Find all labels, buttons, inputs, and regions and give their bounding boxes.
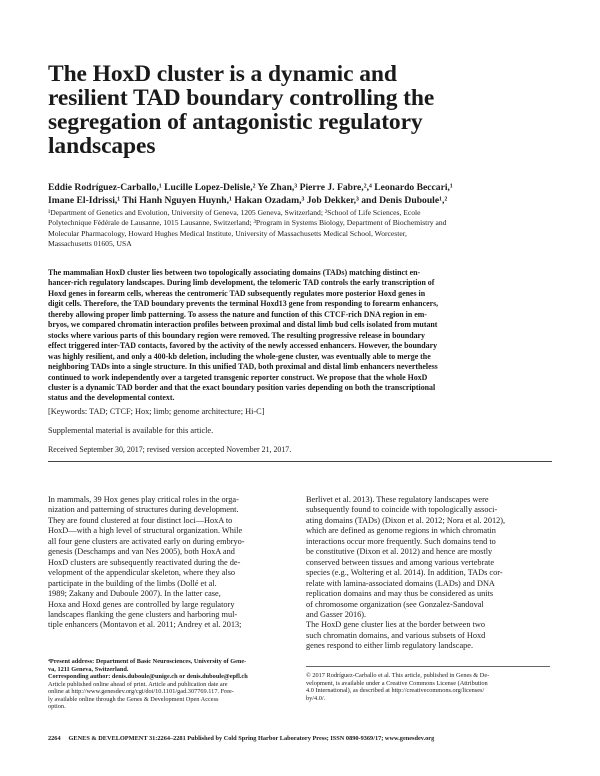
abstract-line: thereby allowing proper limb patterning. To assess the nature and function of this CTCF-rich DNA region in em- [48,309,427,319]
publication-note-line: Article published online ahead of print. Article and publication date are [48,680,228,688]
body-line: genesis (Deschamps and van Nes 2005), both HoxA and [48,547,235,557]
body-line: ating domains (TADs) (Dixon et al. 2012; Nora et al. 2012), [306,515,506,525]
abstract-line: hancer-rich regulatory landscapes. During limb development, the telomeric TAD controls the early transcription of [48,278,435,288]
keywords: [Keywords: TAD; CTCF; Hox; limb; genome architecture; Hi-C] [48,407,265,416]
author-line: Eddie Rodríguez-Carballo,¹ Lucille Lopez-Delisle,² Ye Zhan,³ Pierre J. Fabre,²,⁴ Leonardo Beccari,¹ [48,182,453,193]
body-line: participate in the building of the limbs (Dollé et al. [48,578,217,588]
journal-info: GENES & DEVELOPMENT 31:2264–2281 Published by Cold Spring Harbor Laboratory Press; ISSN 0890-9369/17; www.genesdev.org [68,735,435,742]
body-line: 1989; Zakany and Duboule 2007). In the latter case, [48,589,221,599]
license-link-line[interactable]: 4.0 International), as described at http://creativecommons.org/licenses/ [306,687,485,695]
body-line: tiple enhancers (Montavon et al. 2011; Andrey et al. 2013; [48,620,242,630]
abstract-line: was highly resilient, and only a 400-kb deletion, including the whole-gene cluster, was eventually able to merge the [48,351,431,361]
abstract-line: Hoxd genes in forearm cells, whereas the centromeric TAD subsequently regulates more posterior Hoxd genes in [48,288,426,298]
body-line: such chromatin domains, and various subsets of Hoxd [306,630,486,640]
body-line: Berlivet et al. 2013). These regulatory landscapes were [306,495,489,504]
body-line: of chromosome organization (see Gonzalez-Sandoval [306,599,484,609]
body-line: landscapes flanking the gene clusters and harboring mul- [48,609,238,619]
body-line: conserved between tissues and among various vertebrate [306,557,494,567]
section-divider [48,461,552,462]
affiliation-line: ¹Department of Genetics and Evolution, University of Geneva, 1205 Geneva, Switzerland; ²School of Life Sciences, Ecole [48,208,421,217]
publication-note-line: ly available online through the Genes & Development Open Access [48,695,219,703]
publication-note-line: option. [48,703,66,711]
abstract-line: The mammalian HoxD cluster lies between two topologically associating domains (TADs) matching distinct en- [48,268,421,277]
article-title [48,62,508,158]
body-line: In mammals, 39 Hox genes play critical roles in the orga- [48,495,239,504]
title-line: landscapes [48,133,156,159]
page-footer [48,735,554,743]
copyright-notice [306,672,556,702]
body-line: and Gasser 2016). [306,609,367,619]
title-line: The HoxD cluster is a dynamic and [48,61,397,87]
abstract-line: cluster is a dynamic TAD border and that the exact boundary position varies depending on both the transcriptional [48,382,436,392]
author-line: Imane El-Idrissi,¹ Thi Hanh Nguyen Huynh,¹ Hakan Ozadam,³ Job Dekker,³ and Denis Duboule¹,² [48,195,448,206]
abstract-line: effect triggered inter-TAD contacts, favored by the activity of the newly accessed enhancers. However, the boundary [48,341,438,351]
page-number: 2264 [48,735,61,742]
author-list [48,181,558,207]
corresponding-author: Corresponding author: denis.duboule@unige.ch or denis.duboule@epfl.ch [48,673,248,681]
body-column-left [48,495,292,631]
affiliation-line: Molecular Pharmacology, Howard Hughes Medical Institute, University of Massachusetts Medical School, Worcester, [48,228,407,238]
body-line: subsequently found to coincide with topologically associ- [306,505,498,515]
body-line: HoxD—with a high level of structural organization. While [48,526,243,536]
abstract-line: digit cells. Therefore, the TAD boundary prevents the terminal Hoxd13 gene from responding to forearm enhancers, [48,299,439,309]
body-line: Hoxa and Hoxd genes are controlled by large regulatory [48,599,235,609]
footnote-left [48,658,296,711]
abstract-line: status and the developmental context. [48,393,175,403]
body-line: interactions occur more frequently. Such domains tend to [306,536,496,546]
affiliation-line: Polytechnique Fédérale de Lausanne, 1015 Lausanne, Switzerland; ³Program in Systems Biology, Department of Biochemistry and [48,218,447,228]
body-line: all four gene clusters are activated early on during embryo- [48,536,245,546]
present-address-line: ⁴Present address: Department of Basic Neurosciences, University of Gene- [48,658,247,665]
body-line: be constitutive (Dixon et al. 2012) and hence are mostly [306,547,493,557]
body-line: which are defined as genome regions in which chromatin [306,526,496,536]
abstract-line: bryos, we compared chromatin interaction profiles between proximal and distal limb bud cells isolated from mutant [48,320,438,330]
body-column-right [306,495,554,652]
affiliations [48,208,568,250]
body-line: genes respond to either limb regulatory landscape. [306,641,474,651]
supplemental-note: Supplemental material is available for this article. [48,426,214,435]
body-line: replication domains and may thus be considered as units [306,589,494,599]
abstract-line: neighboring TADs into a single structure. In this unified TAD, both proximal and distal limb enhancers nevertheless [48,362,438,372]
body-line: species (e.g., Woltering et al. 2014). In addition, TADs cor- [306,568,503,578]
footnote-divider [306,666,550,667]
body-line: nization and patterning of structures during development. [48,505,239,515]
body-line: They are found clustered at four distinct loci—HoxA to [48,515,233,525]
abstract [48,268,560,404]
abstract-line: continued to work independently over a targeted transgenic reporter construct. We propose that the whole HoxD [48,372,428,382]
copyright-line: by/4.0/. [306,694,326,702]
present-address-line: va, 1211 Geneva, Switzerland. [48,665,129,673]
affiliation-line: Massachusetts 01605, USA [48,239,132,249]
body-line: The HoxD gene cluster lies at the border between two [306,620,486,630]
body-line: velopment of the appendicular skeleton, where they also [48,568,236,578]
title-line: segregation of antagonistic regulatory [48,109,423,135]
body-line: relate with lamina-associated domains (LADs) and DNA [306,578,495,588]
copyright-line: velopment, is available under a Creative Commons License (Attribution [306,679,488,687]
doi-link-line[interactable]: online at http://www.genesdev.org/cgi/doi/10.1101/gad.307769.117. Free- [48,688,234,696]
copyright-line: © 2017 Rodríguez-Carballo et al. This article, published in Genes & De- [306,672,490,679]
abstract-line: stocks where various parts of this boundary region were removed. The resulting progressive release in boundary [48,330,426,340]
title-line: resilient TAD boundary controlling the [48,85,435,111]
body-line: HoxD clusters are subsequently reactivated during the de- [48,557,241,567]
received-dates: Received September 30, 2017; revised version accepted November 21, 2017. [48,445,292,454]
